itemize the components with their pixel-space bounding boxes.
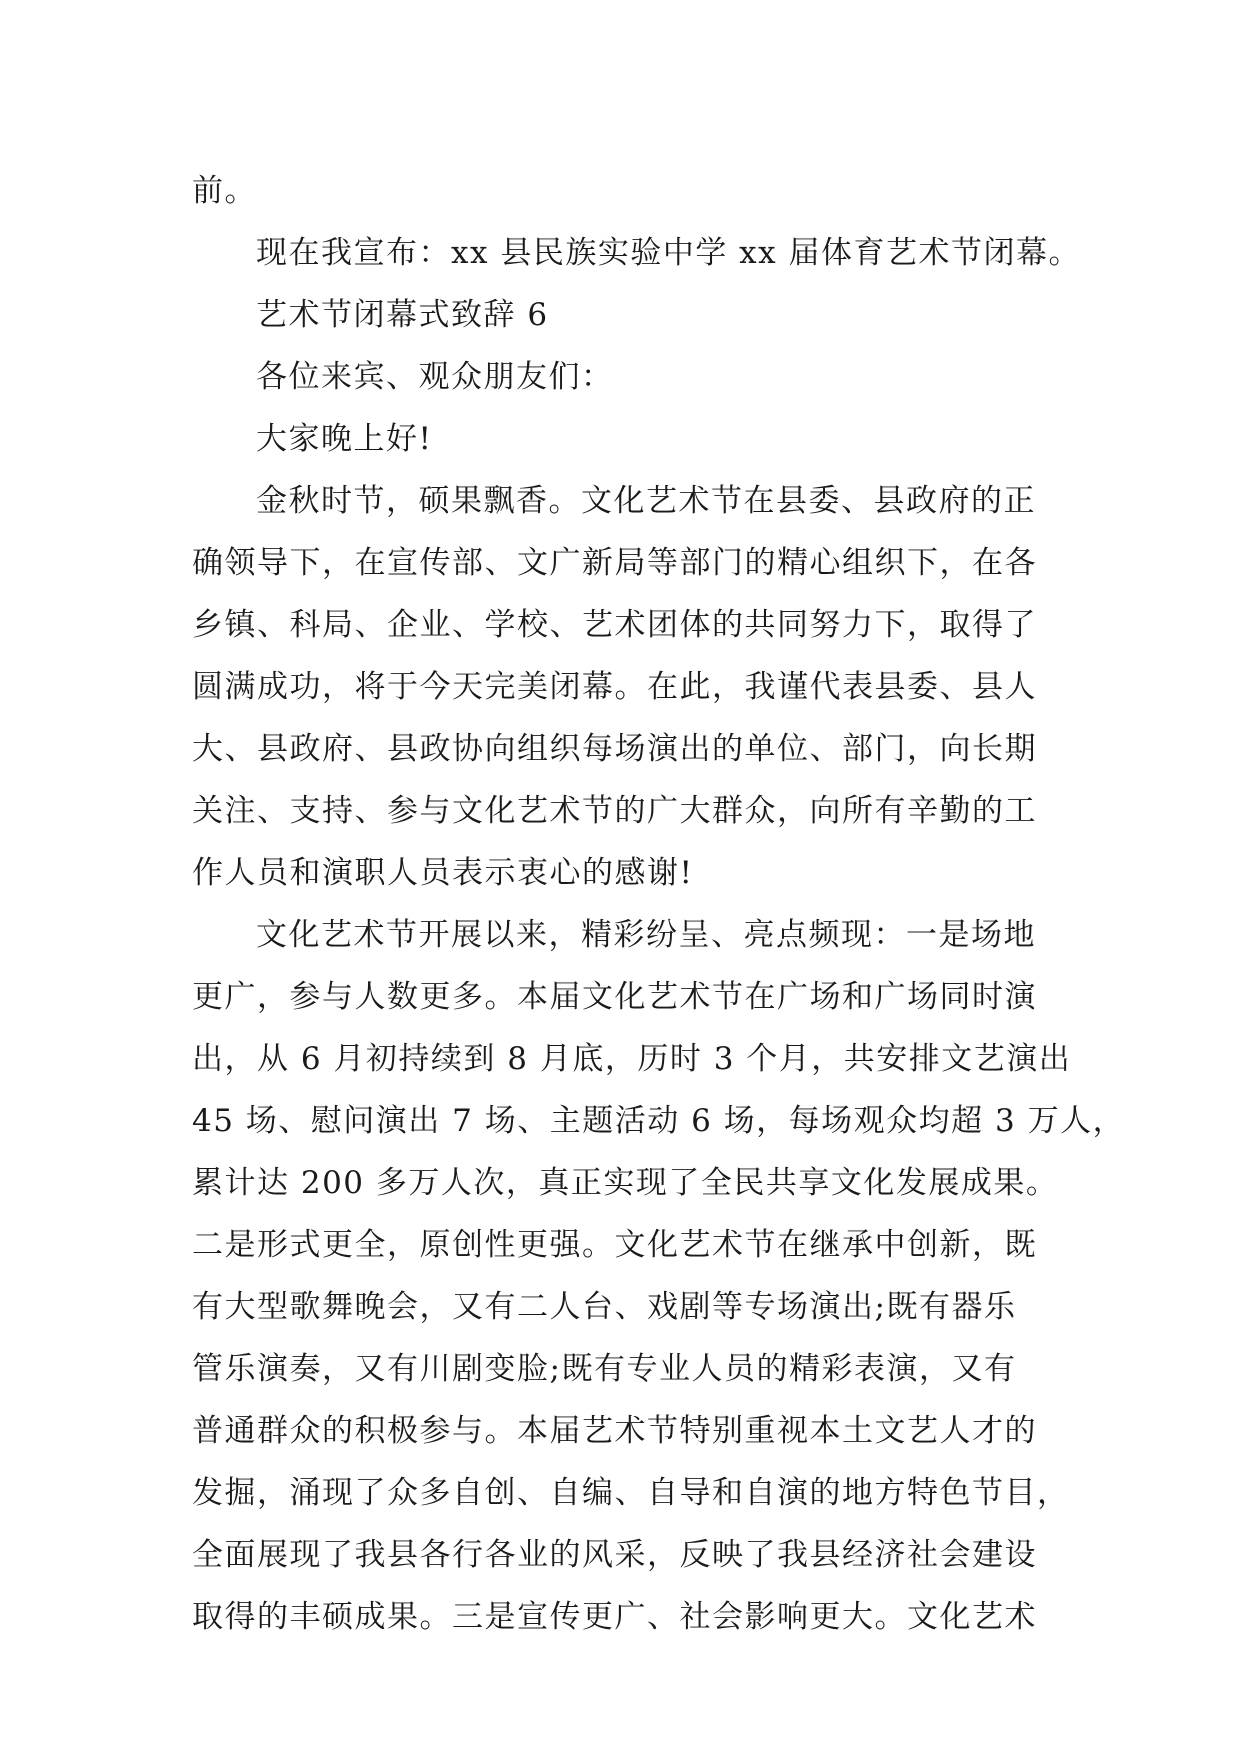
text-line: 二是形式更全，原创性更强。文化艺术节在继承中创新，既	[192, 1227, 1037, 1263]
text-line: 大、县政府、县政协向组织每场演出的单位、部门，向长期	[192, 731, 1037, 767]
text-line: 金秋时节，硕果飘香。文化艺术节在县委、县政府的正	[256, 483, 1036, 519]
text-line: 更广，参与人数更多。本届文化艺术节在广场和广场同时演	[192, 979, 1037, 1015]
text-line: 大家晚上好!	[256, 421, 433, 457]
text-line: 艺术节闭幕式致辞 6	[256, 297, 549, 333]
text-line: 出，从 6 月初持续到 8 月底，历时 3 个月，共安排文艺演出	[192, 1041, 1072, 1077]
text-line: 累计达 200 多万人次，真正实现了全民共享文化发展成果。	[192, 1165, 1059, 1201]
text-line: 现在我宣布：xx 县民族实验中学 xx 届体育艺术节闭幕。	[256, 235, 1081, 271]
text-line: 45 场、慰问演出 7 场、主题活动 6 场，每场观众均超 3 万人，	[192, 1103, 1126, 1139]
text-line: 确领导下，在宣传部、文广新局等部门的精心组织下，在各	[192, 545, 1037, 581]
text-line: 各位来宾、观众朋友们：	[256, 359, 614, 395]
text-line: 全面展现了我县各行各业的风采，反映了我县经济社会建设	[192, 1537, 1037, 1573]
text-line: 关注、支持、参与文化艺术节的广大群众，向所有辛勤的工	[192, 793, 1037, 829]
text-line: 取得的丰硕成果。三是宣传更广、社会影响更大。文化艺术	[192, 1599, 1037, 1635]
text-line: 有大型歌舞晚会，又有二人台、戏剧等专场演出;既有器乐	[192, 1289, 1017, 1325]
text-line: 作人员和演职人员表示衷心的感谢!	[192, 855, 694, 891]
text-line: 发掘，涌现了众多自创、自编、自导和自演的地方特色节目，	[192, 1475, 1070, 1511]
text-line: 文化艺术节开展以来，精彩纷呈、亮点频现：一是场地	[256, 917, 1036, 953]
document-body	[192, 160, 1126, 1648]
text-line: 普通群众的积极参与。本届艺术节特别重视本土文艺人才的	[192, 1413, 1037, 1449]
text-line: 前。	[192, 173, 257, 209]
text-line: 圆满成功，将于今天完美闭幕。在此，我谨代表县委、县人	[192, 669, 1037, 705]
text-line: 乡镇、科局、企业、学校、艺术团体的共同努力下，取得了	[192, 607, 1037, 643]
text-line: 管乐演奏，又有川剧变脸;既有专业人员的精彩表演，又有	[192, 1351, 1017, 1387]
